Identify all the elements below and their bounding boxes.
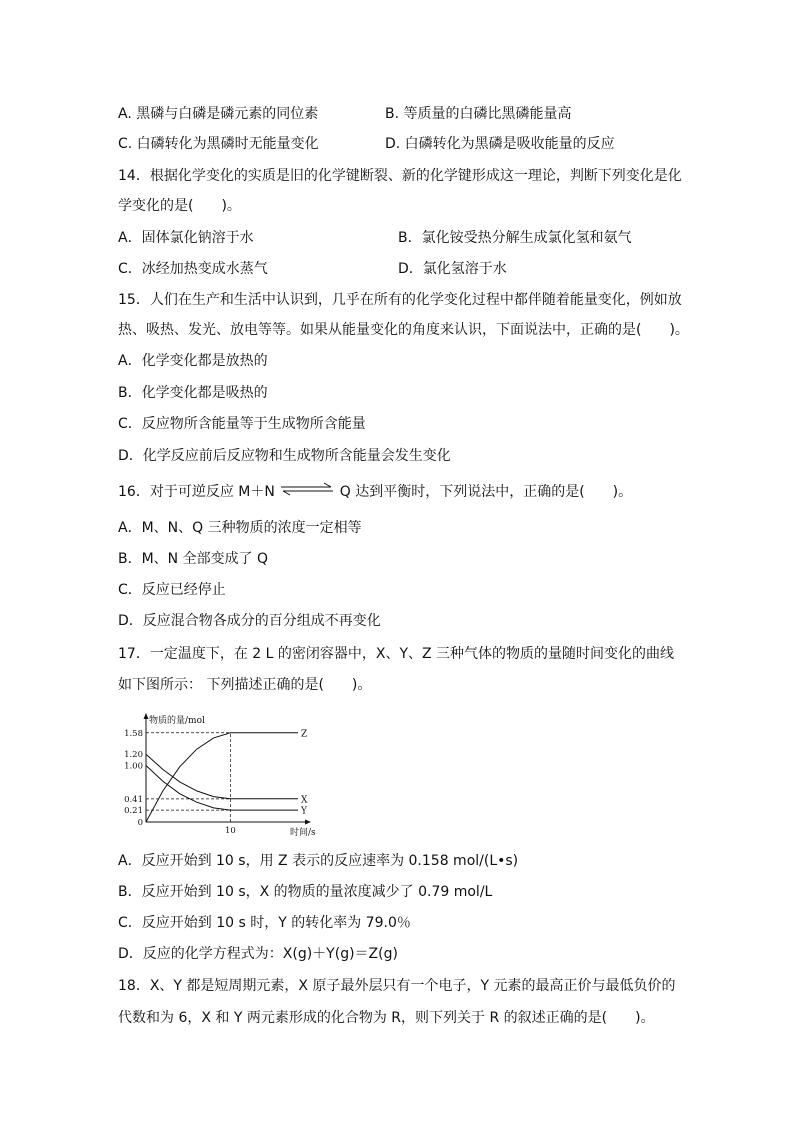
q13-option-b: B. 等质量的白磷比黑磷能量高 <box>385 106 572 122</box>
q16-option-d: D．反应混合物各成分的百分组成不再变化 <box>118 613 381 629</box>
q17-stem-line-2: 如下图所示： 下列描述正确的是( )。 <box>118 677 372 693</box>
q14-option-b: B．氯化铵受热分解生成氯化氢和氨气 <box>398 230 632 246</box>
x-axis-arrow-icon <box>305 820 311 825</box>
y-tick-label: 1.58 <box>124 728 143 739</box>
q14-stem-line-2: 学变化的是( )。 <box>118 198 241 214</box>
y-axis-label: 物质的量/mol <box>149 716 205 726</box>
q17-option-b: B．反应开始到 10 s，X 的物质的量浓度减少了 0.79 mol/L <box>118 884 493 900</box>
x-axis-label: 时间/s <box>290 828 316 838</box>
q14-option-c: C．冰经加热变成水蒸气 <box>118 261 268 277</box>
series-line-y <box>146 766 298 811</box>
q15-stem-line-2: 热、吸热、发光、放电等等。如果从能量变化的角度来认识，下面说法中，正确的是( )。 <box>118 322 689 338</box>
amount-vs-time-chart <box>118 710 318 840</box>
series-label-x: X <box>301 795 308 806</box>
q16-option-a: A．M、N、Q 三种物质的浓度一定相等 <box>118 520 362 536</box>
y-axis-arrow-icon <box>144 713 149 719</box>
q16-stem <box>118 482 632 502</box>
y-tick-label: 1.00 <box>124 761 143 772</box>
q15-option-b: B．化学变化都是吸热的 <box>118 385 268 401</box>
q16-option-c: C．反应已经停止 <box>118 582 226 598</box>
q17-option-c: C．反应开始到 10 s 时，Y 的转化率为 79.0％ <box>118 915 411 931</box>
y-tick-label: 0 <box>137 818 143 828</box>
series-label-z: Z <box>301 729 308 740</box>
q15-option-a: A．化学变化都是放热的 <box>118 353 268 369</box>
equilibrium-arrow-icon <box>279 482 335 502</box>
chart-svg <box>118 710 318 840</box>
q14-option-a: A．固体氯化钠溶于水 <box>118 230 254 246</box>
q13-option-a: A. 黑磷与白磷是磷元素的同位素 <box>118 106 319 122</box>
q16-stem-pre: 16．对于可逆反应 M＋N <box>118 484 275 500</box>
q14-stem-line-1: 14．根据化学变化的实质是旧的化学键断裂、新的化学键形成这一理论，判断下列变化是化 <box>118 168 682 184</box>
q17-option-d: D．反应的化学方程式为：X(g)＋Y(g)＝Z(g) <box>118 946 398 962</box>
y-tick-label: 1.20 <box>124 750 143 761</box>
series-label-y: Y <box>301 806 307 817</box>
q13-option-d: D. 白磷转化为黑磷是吸收能量的反应 <box>385 136 615 152</box>
series-line-x <box>146 754 298 799</box>
q18-stem-line-1: 18．X、Y 都是短周期元素，X 原子最外层只有一个电子，Y 元素的最高正价与最低负价的 <box>118 978 676 994</box>
y-tick-label: 0.21 <box>124 806 143 817</box>
q16-option-b: B．M、N 全部变成了 Q <box>118 551 269 567</box>
q15-option-d: D．化学反应前后反应物和生成物所含能量会发生变化 <box>118 448 451 464</box>
y-tick-label: 0.41 <box>124 794 143 805</box>
q15-stem-line-1: 15．人们在生产和生活中认识到，几乎在所有的化学变化过程中都伴随着能量变化，例如放 <box>118 292 682 308</box>
q17-stem-line-1: 17．一定温度下，在 2 L 的密闭容器中，X、Y、Z 三种气体的物质的量随时间变化的曲线 <box>118 646 675 662</box>
q14-option-d: D．氯化氢溶于水 <box>398 261 507 277</box>
q17-option-a: A．反应开始到 10 s，用 Z 表示的反应速率为 0.158 mol/(L•s) <box>118 853 519 869</box>
x-tick-label: 10 <box>225 826 236 836</box>
q18-stem-line-2: 代数和为 6，X 和 Y 两元素形成的化合物为 R，则下列关于 R 的叙述正确的是( )。 <box>118 1010 655 1026</box>
q13-option-c: C. 白磷转化为黑磷时无能量变化 <box>118 136 319 152</box>
q15-option-c: C．反应物所含能量等于生成物所含能量 <box>118 416 366 432</box>
q16-stem-post: Q 达到平衡时，下列说法中，正确的是( )。 <box>339 484 633 500</box>
